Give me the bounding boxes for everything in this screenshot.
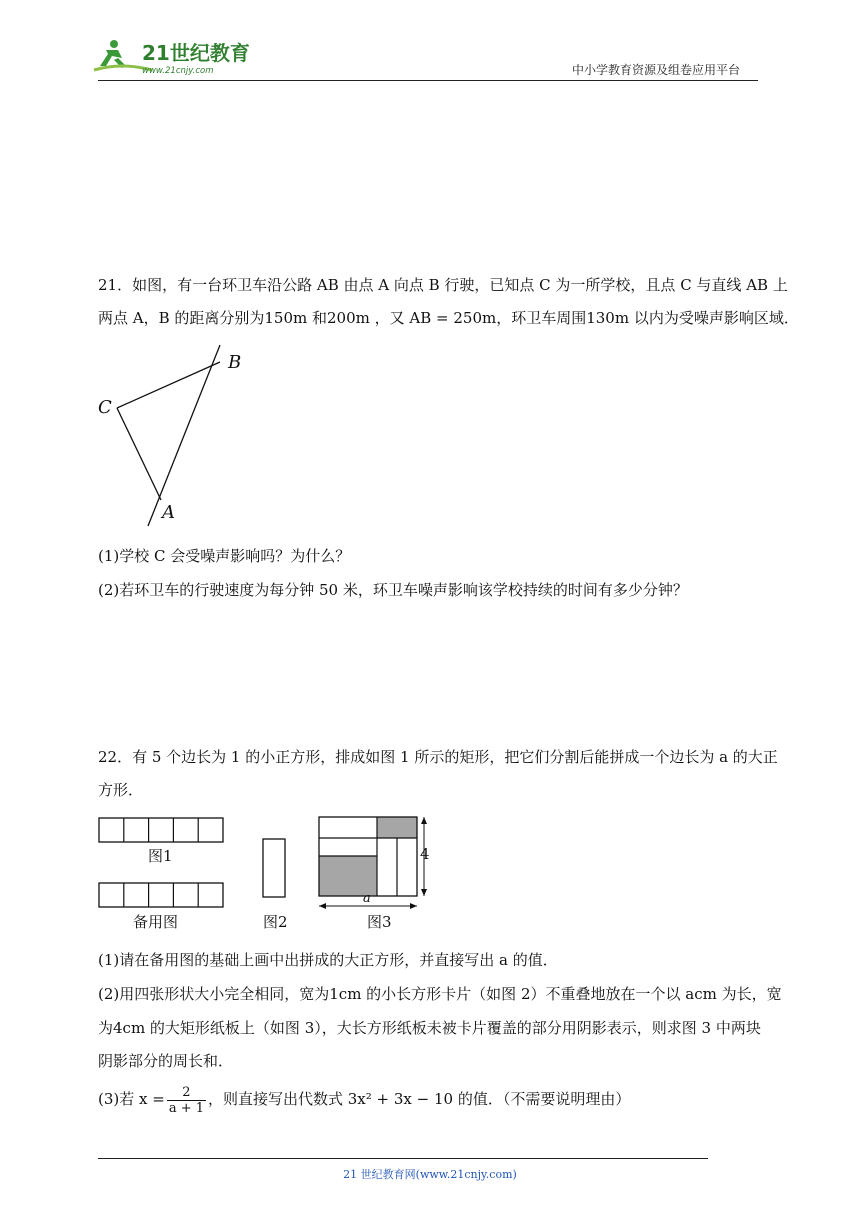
segment-ca xyxy=(117,408,161,500)
header-divider xyxy=(98,80,758,81)
site-logo xyxy=(92,36,262,78)
q21-line2: 两点 A，B 的距离分别为150m 和200m ，又 AB = 250m，环卫车周围130m 以内为受噪声影响区域． xyxy=(98,309,799,327)
q21-line1: 21．如图，有一台环卫车沿公路 AB 由点 A 向点 B 行驶，已知点 C 为一所学校，且点 C 与直线 AB 上 xyxy=(98,276,788,294)
q22-sub3-suffix: ，则直接写出代数式 3x² + 3x − 10 的值．（不需要说明理由） xyxy=(208,1090,631,1108)
q21-sub1: (1)学校 C 会受噪声影响吗？为什么？ xyxy=(98,547,351,565)
q22-sub2-line3: 阴影部分的周长和． xyxy=(98,1052,234,1070)
q22-sub1: (1)请在备用图的基础上画中出拼成的大正方形，并直接写出 a 的值． xyxy=(98,951,558,969)
q21-sub2: (2)若环卫车的行驶速度为每分钟 50 米，环卫车噪声影响该学校持续的时间有多少分钟？ xyxy=(98,581,688,599)
fig3-label: 图3 xyxy=(367,913,392,931)
platform-title: 中小学教育资源及组卷应用平台 xyxy=(572,63,741,77)
fraction xyxy=(167,1085,206,1116)
shade-bottom-left xyxy=(319,856,377,896)
spare-rectangle xyxy=(98,882,226,910)
footer-divider xyxy=(98,1158,708,1159)
fig2-card xyxy=(262,838,288,900)
q22-line1: 22．有 5 个边长为 1 的小正方形，排成如图 1 所示的矩形，把它们分割后能拼成一个边长为 a 的大正 xyxy=(98,748,778,766)
fig3-dim-a: a xyxy=(363,891,371,906)
fig1-label: 图1 xyxy=(148,847,173,865)
fig1-rectangle xyxy=(98,817,226,845)
q22-sub3 xyxy=(98,1082,630,1116)
fig3-board xyxy=(316,814,436,910)
fig3-dim-4: 4 xyxy=(420,845,430,863)
footer-text: 21 世纪教育网(www.21cnjy.com) xyxy=(343,1168,517,1181)
spare-label: 备用图 xyxy=(133,913,179,931)
q22-sub2-line1: (2)用四张形状大小完全相同，宽为1cm 的小长方形卡片（如图 2）不重叠地放在一个以 acm 为长，宽 xyxy=(98,985,782,1003)
fig2-label: 图2 xyxy=(263,913,288,931)
q22-line2: 方形． xyxy=(98,781,144,799)
fraction-numerator: 2 xyxy=(167,1085,206,1101)
road-line-ab xyxy=(148,345,220,526)
logo-url: www.21cnjy.com xyxy=(142,66,214,76)
q22-sub2-line2: 为4cm 的大矩形纸板上（如图 3），大长方形纸板未被卡片覆盖的部分用阴影表示，则求图 3 中两块 xyxy=(98,1019,761,1037)
label-b: B xyxy=(228,352,242,373)
fraction-denominator: a + 1 xyxy=(168,1100,204,1116)
label-c: C xyxy=(98,397,112,418)
q22-sub3-prefix: (3)若 x = xyxy=(98,1090,165,1108)
shade-top-right xyxy=(377,817,417,838)
logo-text: 21世纪教育 xyxy=(142,41,250,65)
label-a: A xyxy=(162,502,175,523)
